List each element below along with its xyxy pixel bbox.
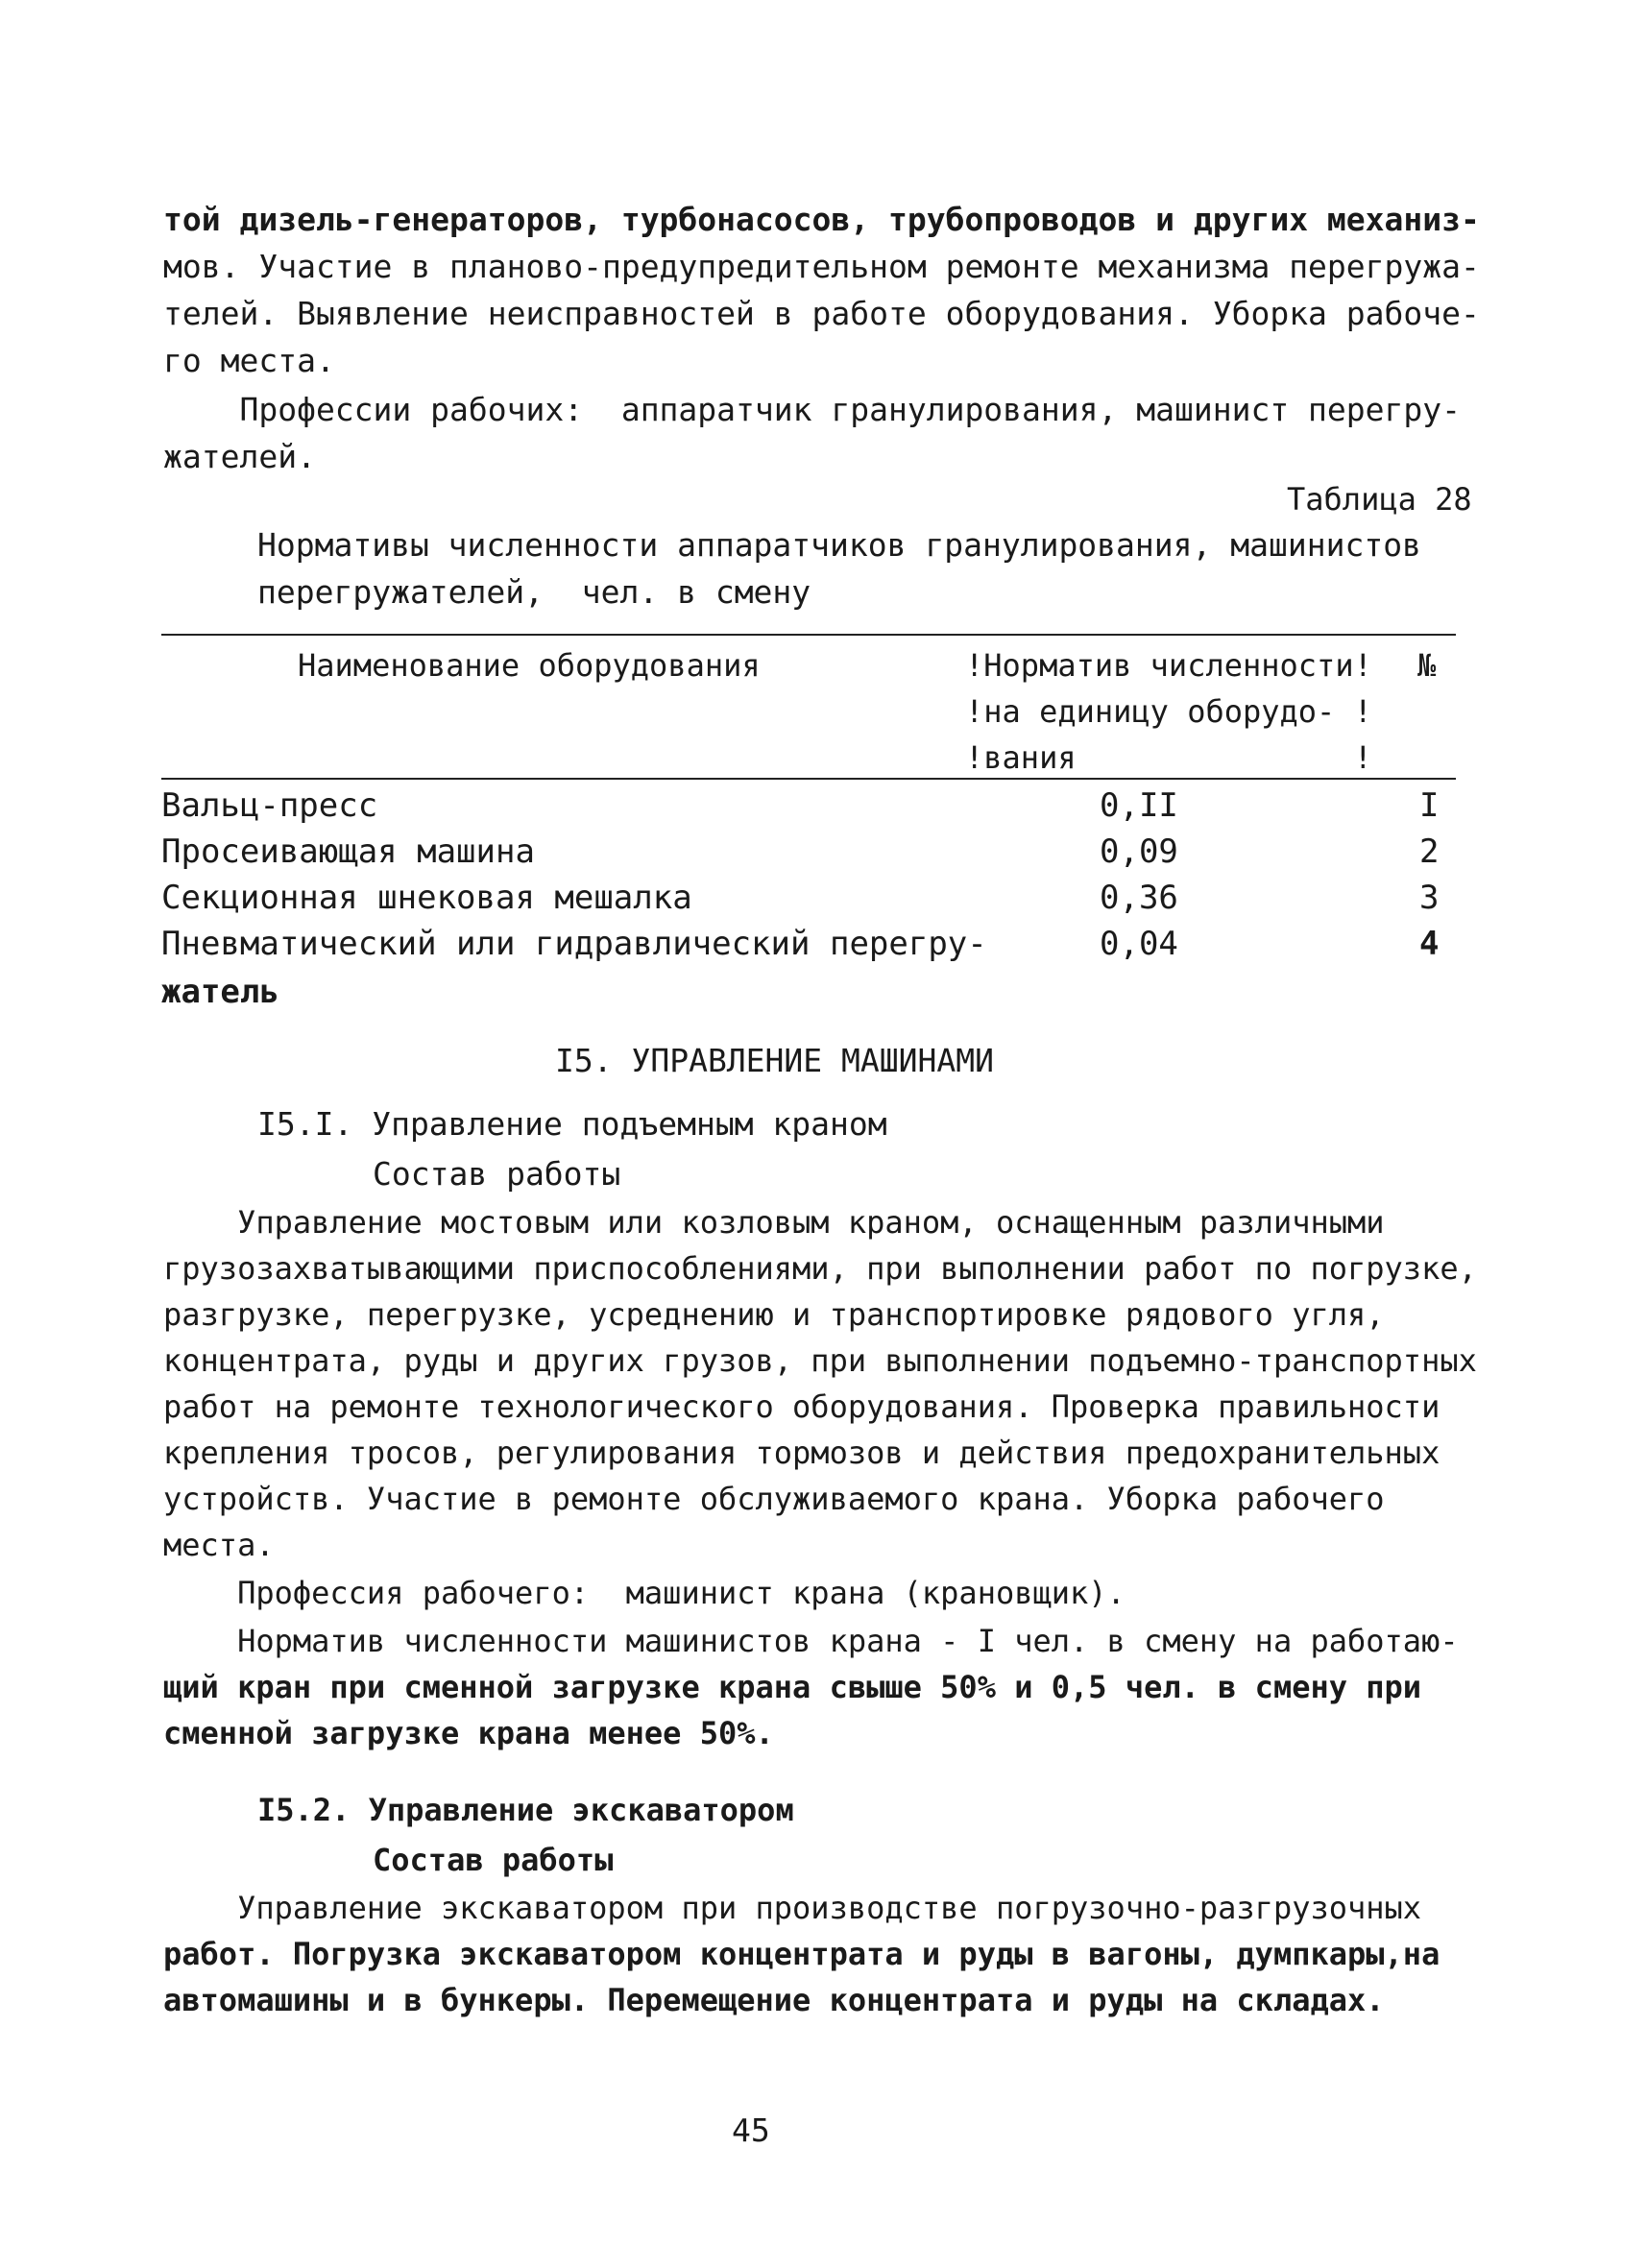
intro-line-4: го места. [163,342,335,379]
row-1-number: I [1419,786,1440,825]
sub1-line-2: грузозахватывающими приспособлениями, при выполнении работ по погрузке, [163,1250,1477,1287]
sub2-line-2: работ. Погрузка экскаватором концентрата и руды в вагоны, думпкары,на [163,1936,1440,1972]
sub1-line-12: сменной загрузке крана менее 50%. [163,1715,774,1751]
row-3-number: 3 [1419,879,1440,917]
sub1-line-5: работ на ремонте технологического оборудования. Проверка правильности [163,1388,1440,1425]
section-title: I5. УПРАВЛЕНИЕ МАШИНАМИ [555,1042,994,1079]
intro-line-1: той дизель-генераторов, турбонасосов, трубопроводов и других механиз- [163,201,1480,238]
intro-line-2: мов. Участие в планово-предупредительном ремонте механизма перегружа- [163,248,1480,285]
intro-line-6: жателей. [163,438,316,475]
header-number: № [1417,647,1437,684]
row-1-value: 0,II [1100,786,1178,825]
sub1-line-3: разгрузке, перегрузке, усреднению и транспортировке рядового угля, [163,1296,1385,1333]
sub1-line-1: Управление мостовым или козловым краном, оснащенным различными [163,1204,1385,1241]
sub1-line-9: Профессия рабочего: машинист крана (крановщик). [163,1575,1126,1611]
table-label: Таблица 28 [1287,481,1472,518]
row-1-name: Вальц-пресс [161,786,378,825]
sub1-line-7: устройств. Участие в ремонте обслуживаемого крана. Уборка рабочего [163,1481,1385,1517]
sub1-line-6: крепления тросов, регулирования тормозов и действия предохранительных [163,1435,1440,1471]
subsection-2-composition: Состав работы [373,1842,614,1878]
intro-line-5: Профессии рабочих: аппаратчик гранулирования, машинист перегру- [163,391,1462,428]
sub1-line-4: концентрата, руды и других грузов, при выполнении подъемно-транспортных [163,1342,1477,1379]
subsection-1-title: I5.I. Управление подъемным краном [257,1105,887,1143]
intro-line-3: телей. Выявление неисправностей в работе оборудования. Уборка рабоче- [163,295,1480,332]
row-4-name: Пневматический или гидравлический перегру- [161,925,987,963]
header-equipment-name: Наименование оборудования [298,647,761,684]
sub1-line-10: Норматив численности машинистов крана - I чел. в смену на работаю- [163,1623,1459,1659]
subsection-1-composition: Состав работы [373,1155,621,1193]
sub2-line-3: автомашины и в бункеры. Перемещение концентрата и руды на складах. [163,1982,1385,2018]
sub2-line-1: Управление экскаватором при производстве погрузочно-разгрузочных [163,1890,1422,1926]
row-2-number: 2 [1419,832,1440,871]
header-norm-line-2: !на единицу оборудо- ! [965,693,1372,730]
header-norm-line-3: !вания ! [965,739,1372,776]
sub1-line-8: места. [163,1527,275,1563]
row-3-value: 0,36 [1100,879,1178,917]
row-2-value: 0,09 [1100,832,1178,871]
sub1-line-11: щий кран при сменной загрузке крана свыше 50% и 0,5 чел. в смену при [163,1669,1422,1705]
header-norm-line-1: !Норматив численности! [965,647,1372,684]
table-caption-line-2: перегружателей, чел. в смену [257,573,811,611]
row-3-name: Секционная шнековая мешалка [161,879,692,917]
table-top-rule [161,634,1456,636]
page-number: 45 [732,2111,770,2149]
table-header-rule [161,778,1456,780]
table-caption-line-1: Нормативы численности аппаратчиков гранулирования, машинистов [257,526,1421,564]
row-2-name: Просеивающая машина [161,832,535,871]
row-4-value: 0,04 [1100,925,1178,963]
subsection-2-title: I5.2. Управление экскаватором [257,1792,794,1828]
row-4-number: 4 [1419,925,1440,963]
row-4-name-cont: жатель [161,973,279,1011]
